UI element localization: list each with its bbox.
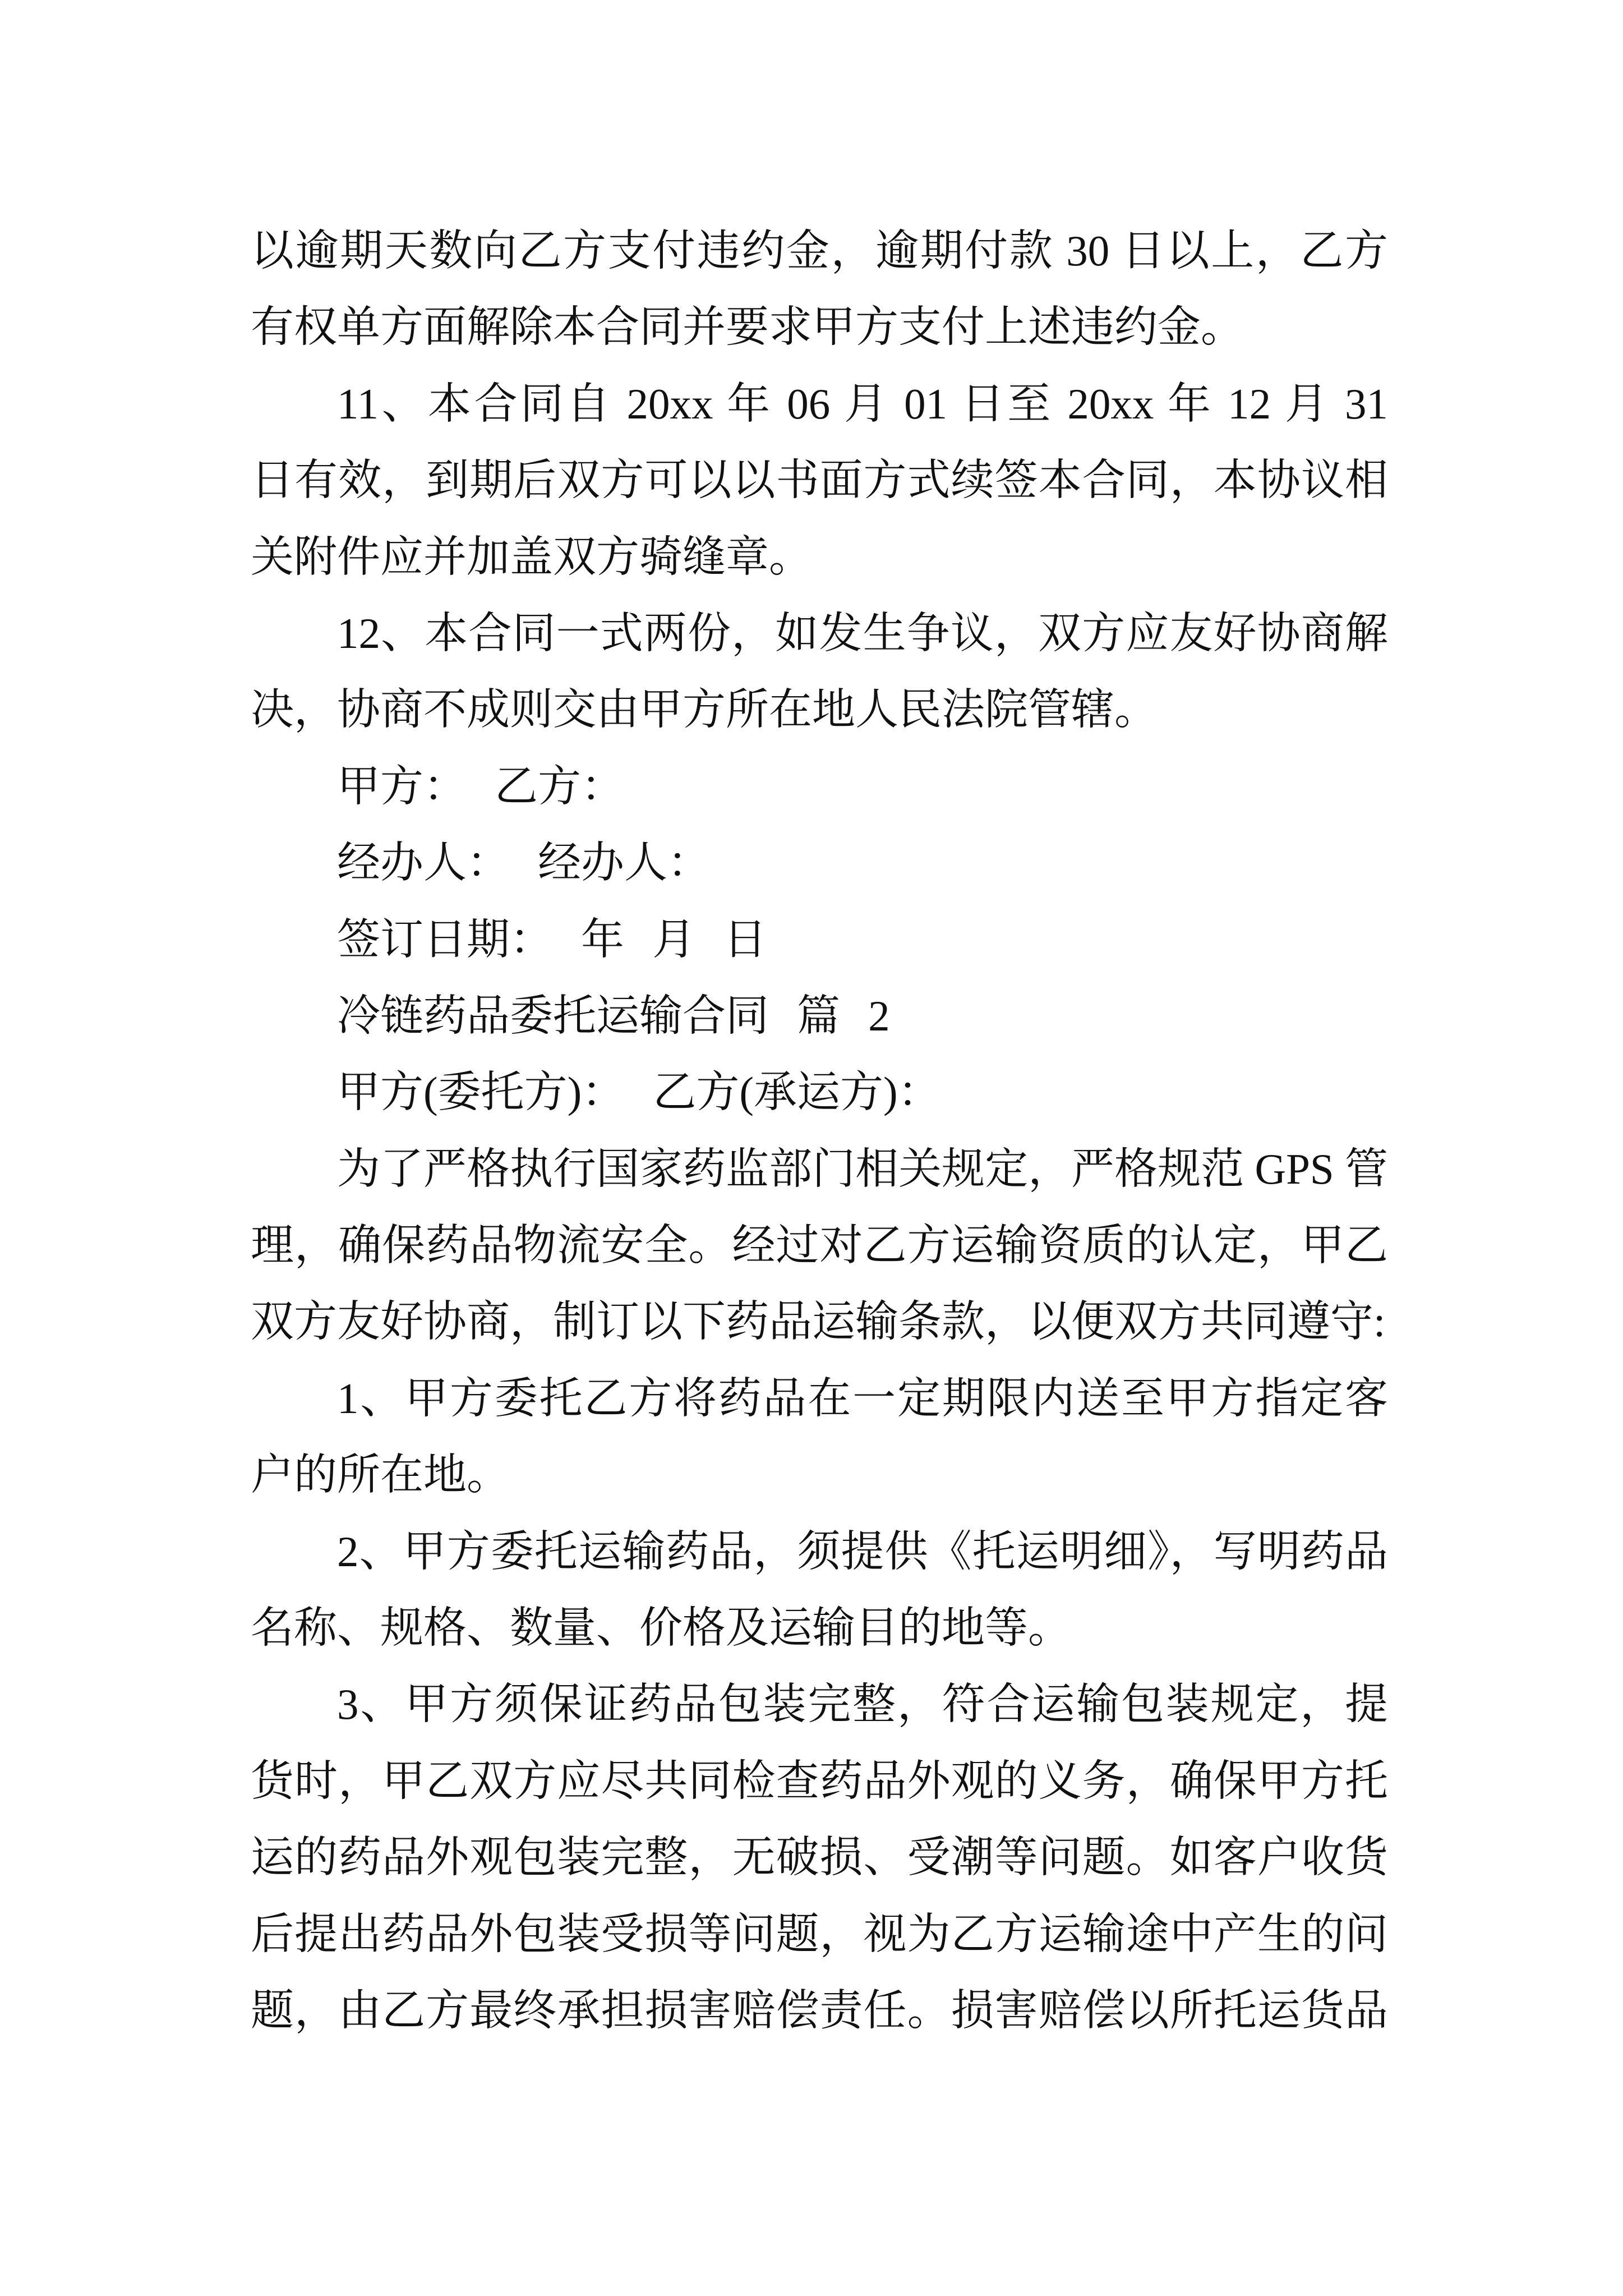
signature-parties (251, 748, 1388, 825)
preamble (251, 1131, 1388, 1360)
paragraph-line: 运的药品外观包装完整，无破损、受潮等问题。如客户收货 (251, 1833, 1388, 1882)
clause-3 (251, 1666, 1388, 2049)
paragraph-line: 货时，甲乙双方应尽共同检查药品外观的义务，确保甲方托 (251, 1756, 1388, 1805)
paragraph-line: 为了严格执行国家药监部门相关规定，严格规范 GPS 管 (337, 1144, 1388, 1193)
signature-agents-line: 经办人： 经办人： (337, 839, 711, 887)
section-title-line: 冷链药品委托运输合同 篇 2 (337, 991, 890, 1040)
paragraph-line: 有权单方面解除本合同并要求甲方支付上述违约金。 (251, 303, 1244, 352)
signature-date-line: 签订日期： 年 月 日 (337, 915, 767, 964)
paragraph-line: 双方友好协商，制订以下药品运输条款，以便双方共同遵守: (251, 1297, 1386, 1346)
contract-parties (251, 1054, 1388, 1130)
signature-date (251, 901, 1388, 978)
paragraph-line: 户的所在地。 (251, 1451, 510, 1499)
signature-parties-line: 甲方： 乙方： (337, 762, 625, 811)
paragraph-line: 日有效，到期后双方可以以书面方式续签本合同，本协议相 (251, 456, 1388, 505)
paragraph-line: 题，由乙方最终承担损害赔偿责任。损害赔偿以所托运货品 (251, 1986, 1388, 2035)
paragraph-line: 后提出药品外包装受损等问题，视为乙方运输途中产生的问 (251, 1910, 1388, 1958)
paragraph-line: 11、本合同自 20xx 年 06 月 01 日至 20xx 年 12 月 31 (337, 379, 1388, 428)
paragraph-line: 名称、规格、数量、价格及运输目的地等。 (251, 1604, 1071, 1653)
clause-1 (251, 1360, 1388, 1513)
paragraph-line: 决，协商不成则交由甲方所在地人民法院管辖。 (251, 685, 1158, 734)
paragraph-line: 12、本合同一式两份，如发生争议，双方应友好协商解 (337, 609, 1388, 657)
document-body (251, 213, 1388, 2049)
paragraph-line: 理，确保药品物流安全。经过对乙方运输资质的认定，甲乙 (251, 1221, 1388, 1270)
contract-parties-line: 甲方(委托方)： 乙方(承运方)： (337, 1068, 941, 1117)
paragraph-line: 以逾期天数向乙方支付违约金，逾期付款 30 日以上，乙方 (251, 227, 1388, 275)
paragraph-line: 3、甲方须保证药品包装完整，符合运输包装规定，提 (337, 1680, 1388, 1729)
clause-12 (251, 595, 1388, 748)
section-title (251, 978, 1388, 1054)
paragraph-continued-penalty (251, 213, 1388, 366)
paragraph-line: 关附件应并加盖双方骑缝章。 (251, 532, 812, 581)
paragraph-line: 1、甲方委托乙方将药品在一定期限内送至甲方指定客 (337, 1374, 1388, 1423)
paragraph-line: 2、甲方委托运输药品，须提供《托运明细》，写明药品 (337, 1527, 1388, 1576)
clause-11 (251, 366, 1388, 595)
clause-2 (251, 1513, 1388, 1667)
signature-agents (251, 825, 1388, 901)
